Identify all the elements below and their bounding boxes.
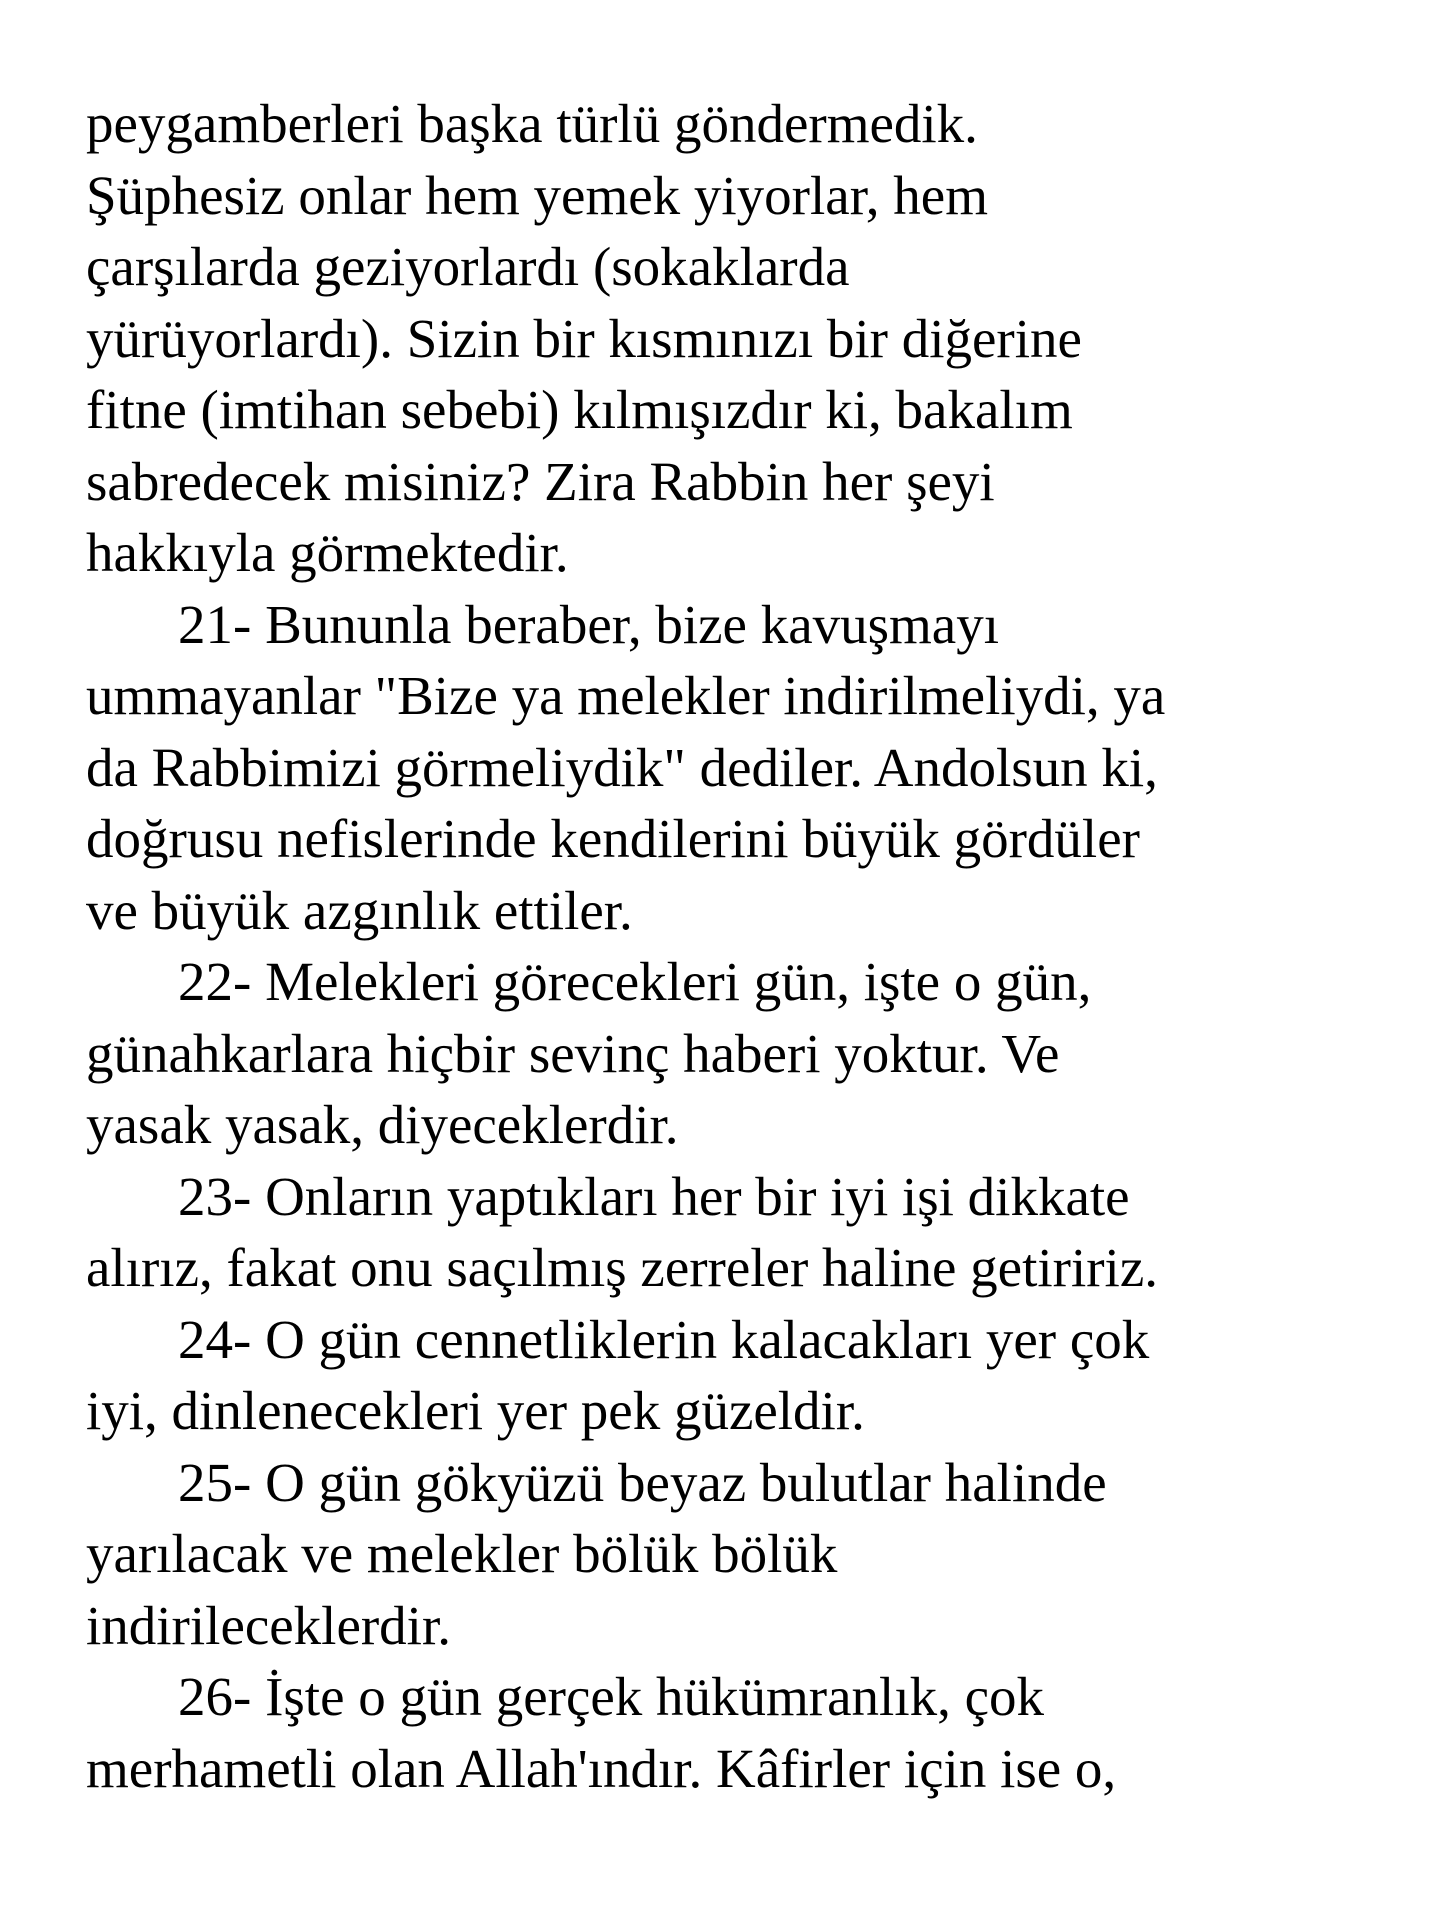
verse-21 — [86, 589, 1386, 947]
text-line: ummayanlar "Bize ya melekler indirilmeliydi, ya — [86, 665, 1166, 726]
text-line: alırız, fakat onu saçılmış zerreler haline getiririz. — [86, 1237, 1158, 1298]
text-line: 21- Bununla beraber, bize kavuşmayı — [178, 593, 999, 655]
text-line: 26- İşte o gün gerçek hükümranlık, çok — [178, 1666, 1045, 1727]
text-line: yarılacak ve melekler bölük bölük — [86, 1523, 838, 1584]
document-page — [86, 88, 1386, 1804]
text-line: 25- O gün gökyüzü beyaz bulutlar halinde — [178, 1451, 1107, 1513]
text-line: fitne (imtihan sebebi) kılmışızdır ki, bakalım — [86, 379, 1073, 440]
text-line: iyi, dinlenecekleri yer pek güzeldir. — [86, 1380, 865, 1441]
text-line: 22- Melekleri görecekleri gün, işte o gün, — [178, 951, 1092, 1012]
text-line: peygamberleri başka türlü göndermedik. — [86, 93, 978, 154]
verse-22 — [86, 946, 1386, 1161]
paragraph-continuation — [86, 88, 1386, 589]
text-line: indirileceklerdir. — [86, 1594, 451, 1656]
verse-25 — [86, 1447, 1386, 1662]
text-line: sabredecek misiniz? Zira Rabbin her şeyi — [86, 450, 995, 512]
text-line: yasak yasak, diyeceklerdir. — [86, 1094, 679, 1155]
text-line: da Rabbimizi görmeliydik" dediler. Andolsun ki, — [86, 736, 1158, 798]
text-line: ve büyük azgınlık ettiler. — [86, 879, 633, 941]
text-line: çarşılarda geziyorlardı (sokaklarda — [86, 236, 850, 297]
text-line: Şüphesiz onlar hem yemek yiyorlar, hem — [86, 164, 988, 226]
text-line: 23- Onların yaptıkları her bir iyi işi dikkate — [178, 1165, 1130, 1227]
text-line: merhametli olan Allah'ındır. Kâfirler için ise o, — [86, 1737, 1117, 1799]
text-line: yürüyorlardı). Sizin bir kısmınızı bir diğerine — [86, 307, 1082, 369]
verse-23 — [86, 1161, 1386, 1304]
text-line: doğrusu nefislerinde kendilerini büyük gördüler — [86, 808, 1140, 869]
text-line: 24- O gün cennetliklerin kalacakları yer çok — [178, 1308, 1150, 1370]
verse-26 — [86, 1661, 1386, 1804]
text-line: günahkarlara hiçbir sevinç haberi yoktur. Ve — [86, 1022, 1060, 1084]
verse-24 — [86, 1304, 1386, 1447]
text-line: hakkıyla görmektedir. — [86, 522, 569, 583]
